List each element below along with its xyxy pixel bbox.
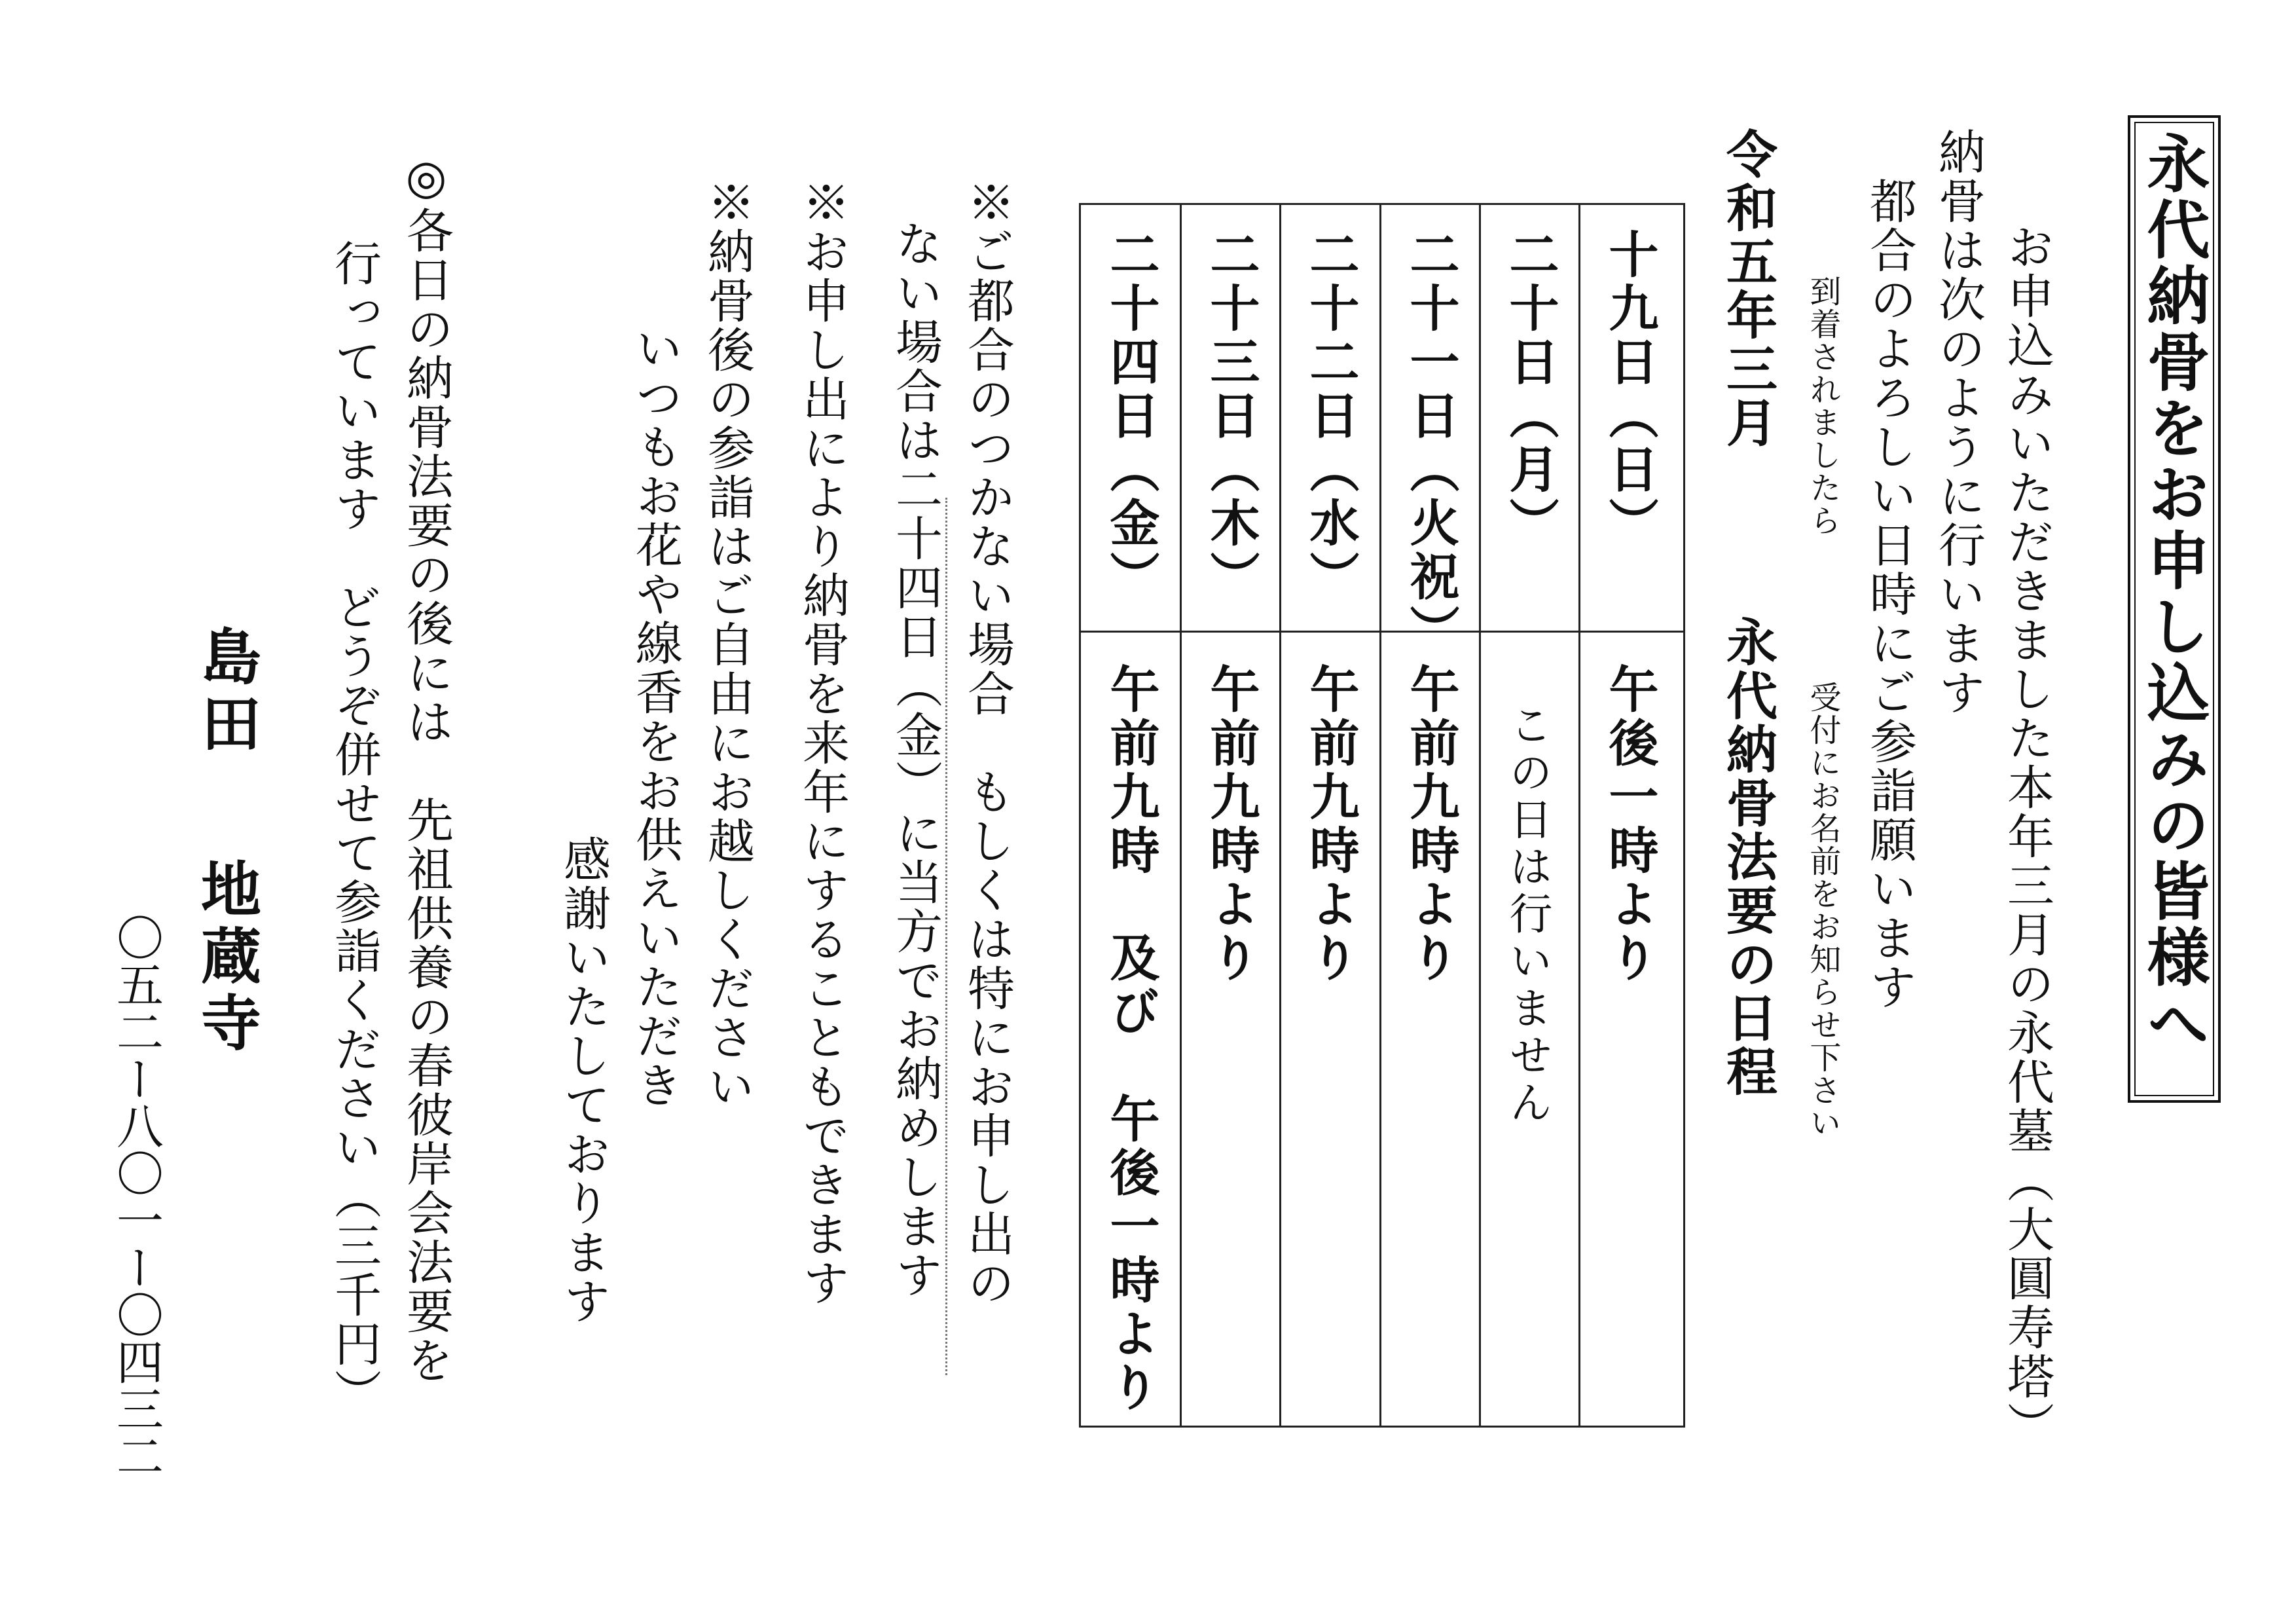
table-column-divider (1379, 205, 1381, 1426)
schedule-date-cell: 二十日（月） (1501, 229, 1559, 551)
schedule-date-cell: 二十四日（金） (1102, 229, 1160, 604)
schedule-date-cell: 二十二日（水） (1302, 229, 1360, 604)
schedule-time-cell: 午前九時より (1202, 663, 1260, 986)
temple-location: 島田 (191, 625, 262, 759)
note-unavailable-line-1: ※ご都合のつかない場合 もしくは特にお申し出の (960, 178, 1015, 1308)
schedule-time-cell: この日は行いません (1502, 703, 1552, 1127)
thanks-line: 感謝いたしております (556, 835, 611, 1326)
intro-line-2: 納骨は次のように行います (1931, 128, 1986, 717)
page-title: 永代納骨をお申し込みの皆様へ (2137, 131, 2211, 1057)
table-column-divider (1578, 205, 1580, 1426)
intro-line-1: お申込みいただきました本年三月の永代墓（大圓寿塔） (1999, 223, 2054, 1450)
schedule-date-heading: 令和五年三月 (1718, 128, 1777, 450)
memorial-service-line-2: 行っています どうぞ併せて参詣ください（三千円） (327, 239, 382, 1418)
table-column-divider (1479, 205, 1481, 1426)
schedule-name-heading: 永代納骨法要の日程 (1718, 616, 1777, 1099)
note-postpone: ※お申し出により納骨を来年にすることもできます (795, 178, 850, 1308)
temple-name: 地蔵寺 (191, 858, 262, 1058)
note-unavailable-line-2: ない場合は二十四日（金）に当方でお納めします (888, 219, 943, 1300)
schedule-date-cell: 十九日（日） (1601, 229, 1659, 551)
temple-phone: 〇五二ー八〇一ー〇四三二 (109, 913, 164, 1479)
schedule-table (1079, 203, 1685, 1428)
memorial-service-line-1: ◎各日の納骨法要の後には 先祖供養の春彼岸会法要を (399, 149, 454, 1385)
schedule-time-cell: 午前九時 及び 午後一時より (1102, 663, 1160, 1415)
table-column-divider (1180, 205, 1182, 1426)
arrival-note: 到着されましたら (1804, 275, 1841, 537)
reception-note: 受付にお名前をお知らせ下さい (1804, 681, 1841, 1139)
note-visit-line-2: いつもお花や線香をお供えいただき (628, 324, 683, 1110)
table-row-divider (1081, 631, 1683, 633)
schedule-date-cell: 二十一日（火祝） (1402, 229, 1460, 658)
note-visit-line-1: ※納骨後の参詣はご自由にお越しください (700, 178, 755, 1111)
schedule-time-cell: 午前九時より (1402, 663, 1460, 986)
schedule-date-cell: 二十三日（木） (1202, 229, 1260, 604)
intro-line-3: 都合のよろしい日時にご参詣願います (1862, 177, 1917, 1012)
schedule-time-cell: 午前九時より (1302, 663, 1360, 986)
schedule-time-cell: 午後一時より (1601, 663, 1659, 986)
dotted-divider (945, 498, 947, 1375)
table-column-divider (1279, 205, 1281, 1426)
